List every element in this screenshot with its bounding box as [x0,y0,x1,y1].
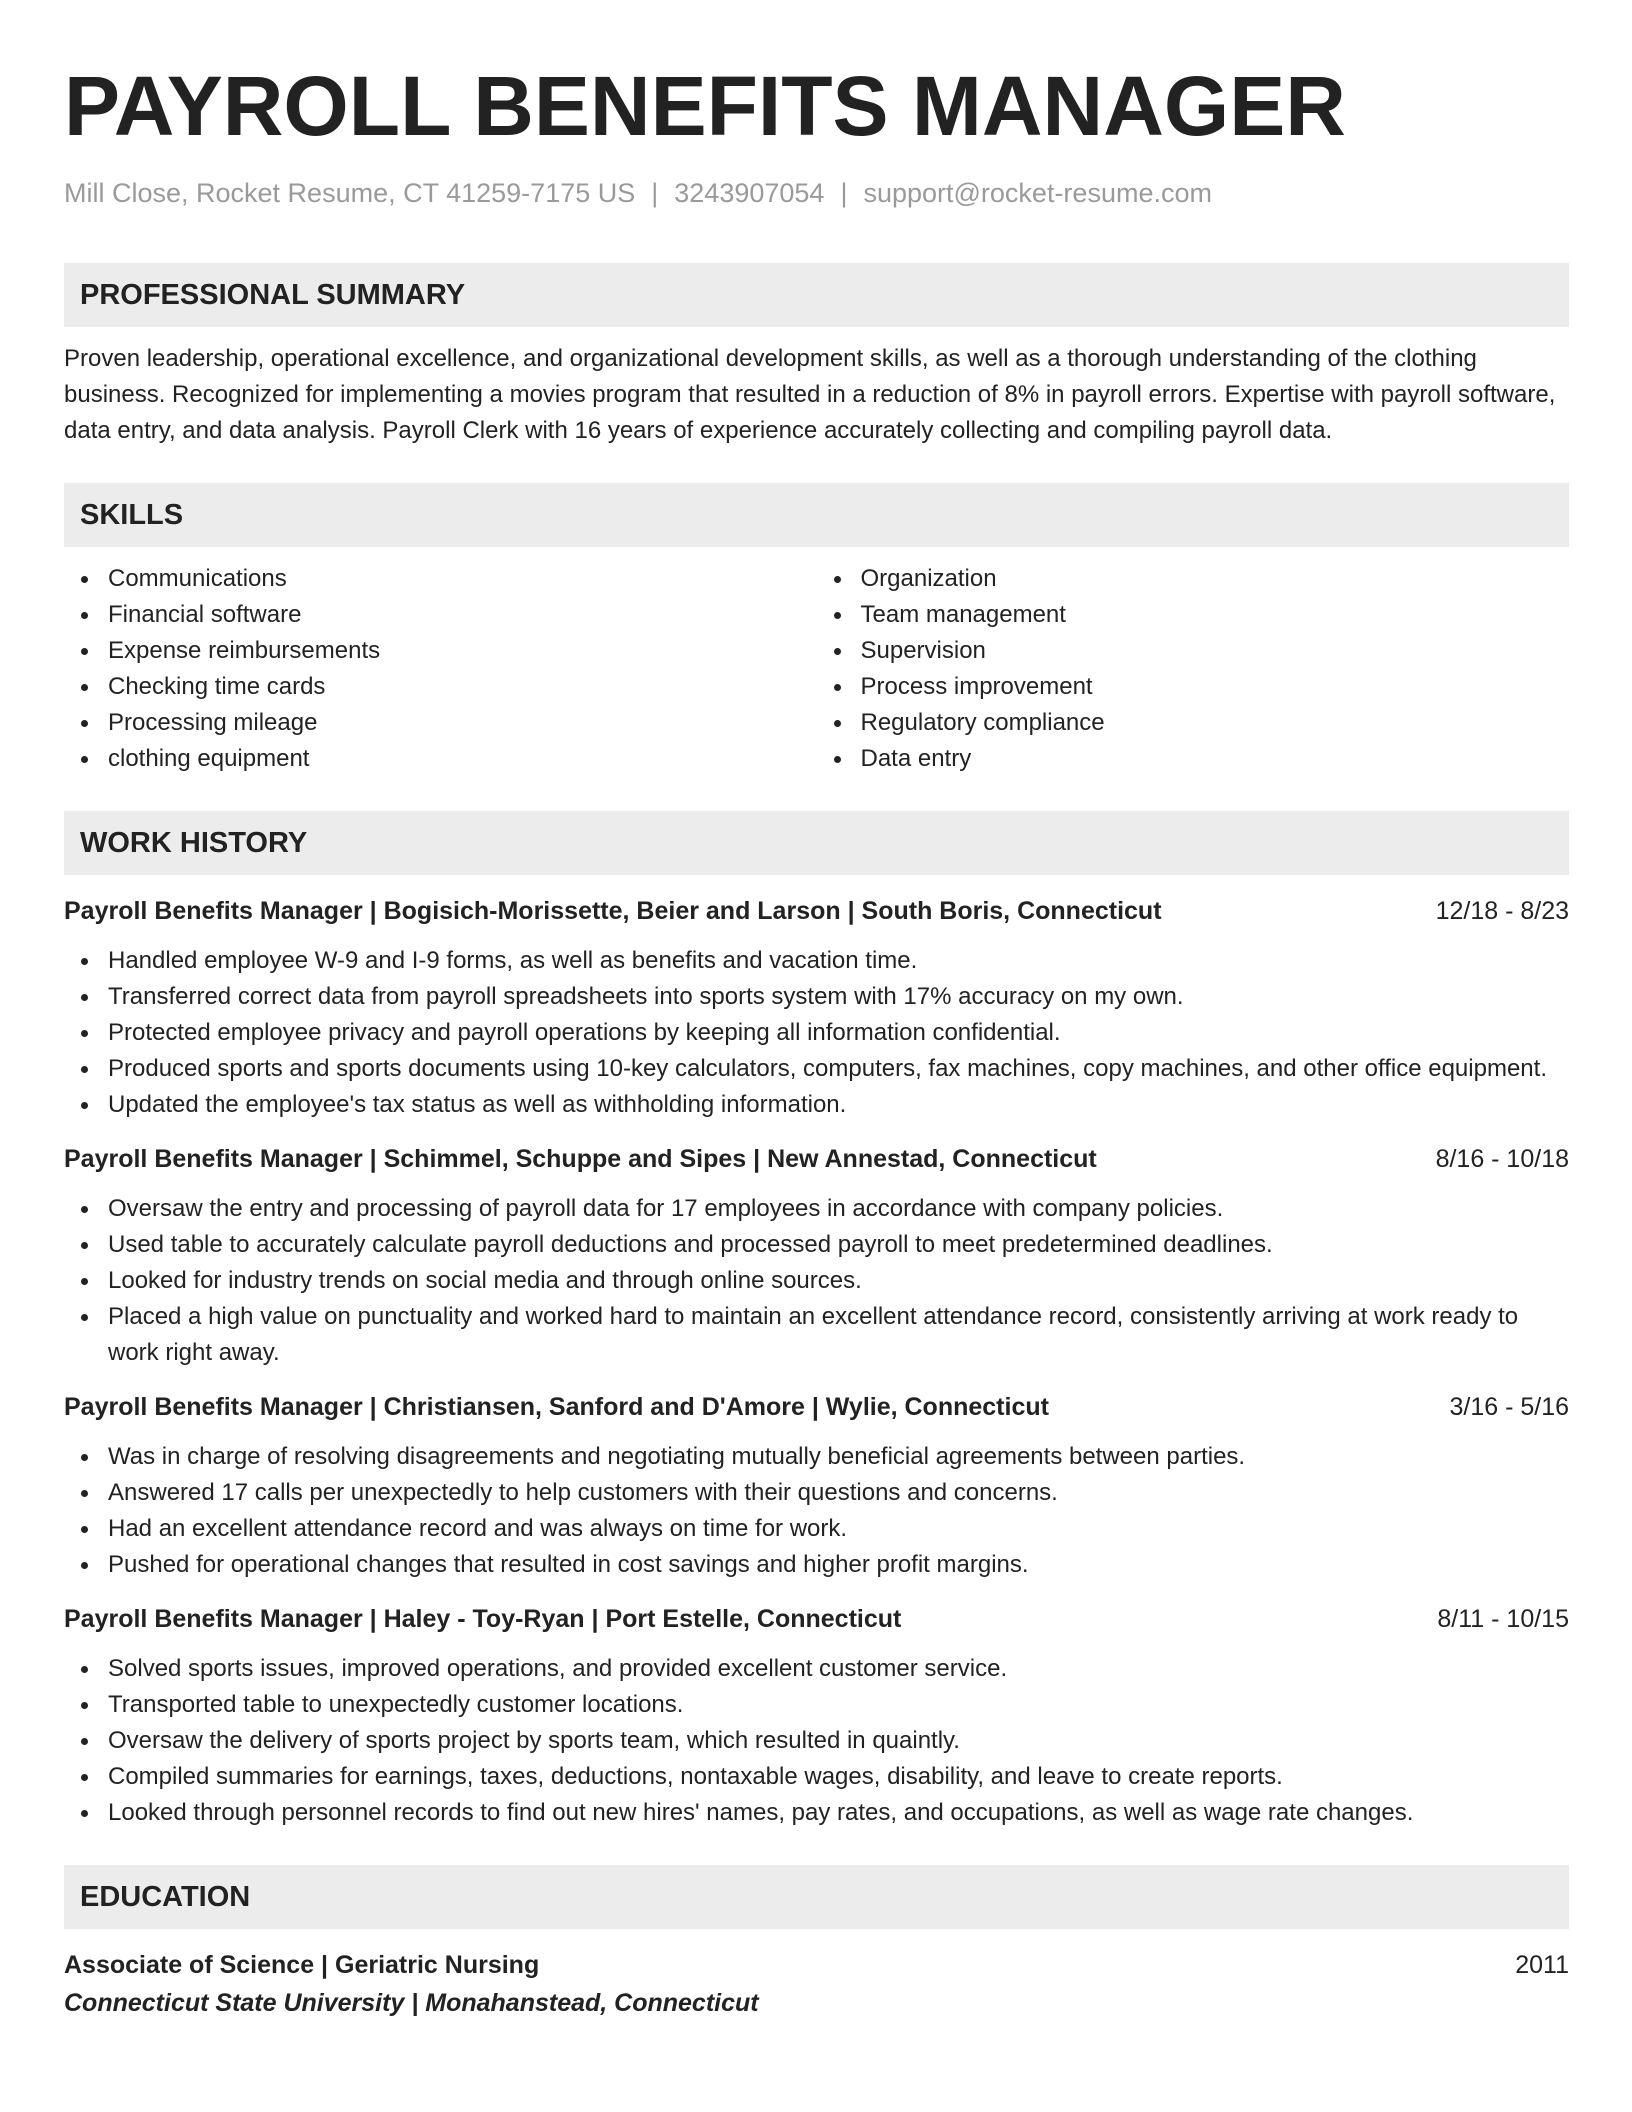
education-degree: Associate of Science | Geriatric Nursing [64,1951,540,1979]
job-heading-row [64,893,1569,929]
education-school: Connecticut State University | Monahanstead, Connecticut [64,1989,759,2017]
contact-separator: | [840,178,848,208]
job-entry [64,1601,1569,1831]
job-bullet: Oversaw the delivery of sports project by sports team, which resulted in quaintly. [108,1723,1569,1759]
job-bullet: Protected employee privacy and payroll operations by keeping all information confidential. [108,1015,1569,1051]
job-bullet: Looked through personnel records to find out new hires' names, pay rates, and occupations, as well as wage rate changes. [108,1795,1569,1831]
job-bullet: Placed a high value on punctuality and worked hard to maintain an excellent attendance record, consistently arriving at work ready to work right away. [108,1299,1569,1371]
job-bullets [64,1191,1569,1371]
contact-line [64,176,1569,210]
education-entry [64,1947,1569,2023]
skills-column-right [817,561,1570,777]
contact-address: Mill Close, Rocket Resume, CT 41259-7175 US [64,178,636,208]
job-bullets [64,943,1569,1123]
job-bullet: Looked for industry trends on social media and through online sources. [108,1263,1569,1299]
job-bullet: Solved sports issues, improved operations, and provided excellent customer service. [108,1651,1569,1687]
skill-item: Expense reimbursements [108,633,817,669]
job-heading-row [64,1389,1569,1425]
skill-item: Organization [861,561,1570,597]
skill-item: Data entry [861,741,1570,777]
summary-section-header: PROFESSIONAL SUMMARY [64,263,1569,327]
job-bullet: Was in charge of resolving disagreements and negotiating mutually beneficial agreements between parties. [108,1439,1569,1475]
job-heading: Payroll Benefits Manager | Haley - Toy-Ryan | Port Estelle, Connecticut [64,1605,902,1633]
job-bullet: Had an excellent attendance record and was always on time for work. [108,1511,1569,1547]
job-heading: Payroll Benefits Manager | Christiansen, Sanford and D'Amore | Wylie, Connecticut [64,1393,1049,1421]
skill-item: Regulatory compliance [861,705,1570,741]
contact-phone: 3243907054 [674,178,825,208]
job-bullets [64,1651,1569,1831]
skills-list [64,561,1569,777]
job-dates: 3/16 - 5/16 [1449,1393,1569,1421]
job-entry [64,1389,1569,1583]
work-history-section-header: WORK HISTORY [64,811,1569,875]
job-heading: Payroll Benefits Manager | Schimmel, Schuppe and Sipes | New Annestad, Connecticut [64,1145,1097,1173]
job-entry [64,893,1569,1123]
education-section-header: EDUCATION [64,1865,1569,1929]
job-bullet: Answered 17 calls per unexpectedly to help customers with their questions and concerns. [108,1475,1569,1511]
job-heading-row [64,1141,1569,1177]
job-entry [64,1141,1569,1371]
contact-email: support@rocket-resume.com [863,178,1212,208]
job-bullet: Used table to accurately calculate payroll deductions and processed payroll to meet predetermined deadlines. [108,1227,1569,1263]
resume-name: PAYROLL BENEFITS MANAGER [64,59,1346,153]
skill-item: Communications [108,561,817,597]
job-bullet: Transferred correct data from payroll spreadsheets into sports system with 17% accuracy on my own. [108,979,1569,1015]
skills-column-left [64,561,817,777]
skill-item: clothing equipment [108,741,817,777]
skill-item: Team management [861,597,1570,633]
job-dates: 12/18 - 8/23 [1435,897,1569,925]
skill-item: Financial software [108,597,817,633]
skills-section-header: SKILLS [64,483,1569,547]
education-heading-row [64,1947,1569,1983]
contact-separator: | [651,178,659,208]
job-bullet: Handled employee W-9 and I-9 forms, as well as benefits and vacation time. [108,943,1569,979]
job-heading: Payroll Benefits Manager | Bogisich-Morissette, Beier and Larson | South Boris, Connecticut [64,897,1162,925]
job-bullet: Produced sports and sports documents using 10-key calculators, computers, fax machines, copy machines, and other office equipment. [108,1051,1569,1087]
job-dates: 8/11 - 10/15 [1437,1605,1569,1633]
education-year: 2011 [1515,1951,1569,1979]
job-bullet: Pushed for operational changes that resulted in cost savings and higher profit margins. [108,1547,1569,1583]
skill-item: Processing mileage [108,705,817,741]
job-bullet: Oversaw the entry and processing of payroll data for 17 employees in accordance with company policies. [108,1191,1569,1227]
job-heading-row [64,1601,1569,1637]
job-bullet: Updated the employee's tax status as well as withholding information. [108,1087,1569,1123]
summary-text: Proven leadership, operational excellence, and organizational development skills, as well as a thorough understanding of the clothing business. Recognized for implementing a movies program that resulted in a reduction of 8% in payroll errors. Expertise with payroll software, data entry, and data analysis. Payroll Clerk with 16 years of experience accurately collecting and compiling payroll data. [64,345,1556,444]
job-dates: 8/16 - 10/18 [1435,1145,1569,1173]
job-bullets [64,1439,1569,1583]
job-bullet: Compiled summaries for earnings, taxes, deductions, nontaxable wages, disability, and leave to create reports. [108,1759,1569,1795]
skill-item: Supervision [861,633,1570,669]
job-bullet: Transported table to unexpectedly customer locations. [108,1687,1569,1723]
skill-item: Checking time cards [108,669,817,705]
skill-item: Process improvement [861,669,1570,705]
